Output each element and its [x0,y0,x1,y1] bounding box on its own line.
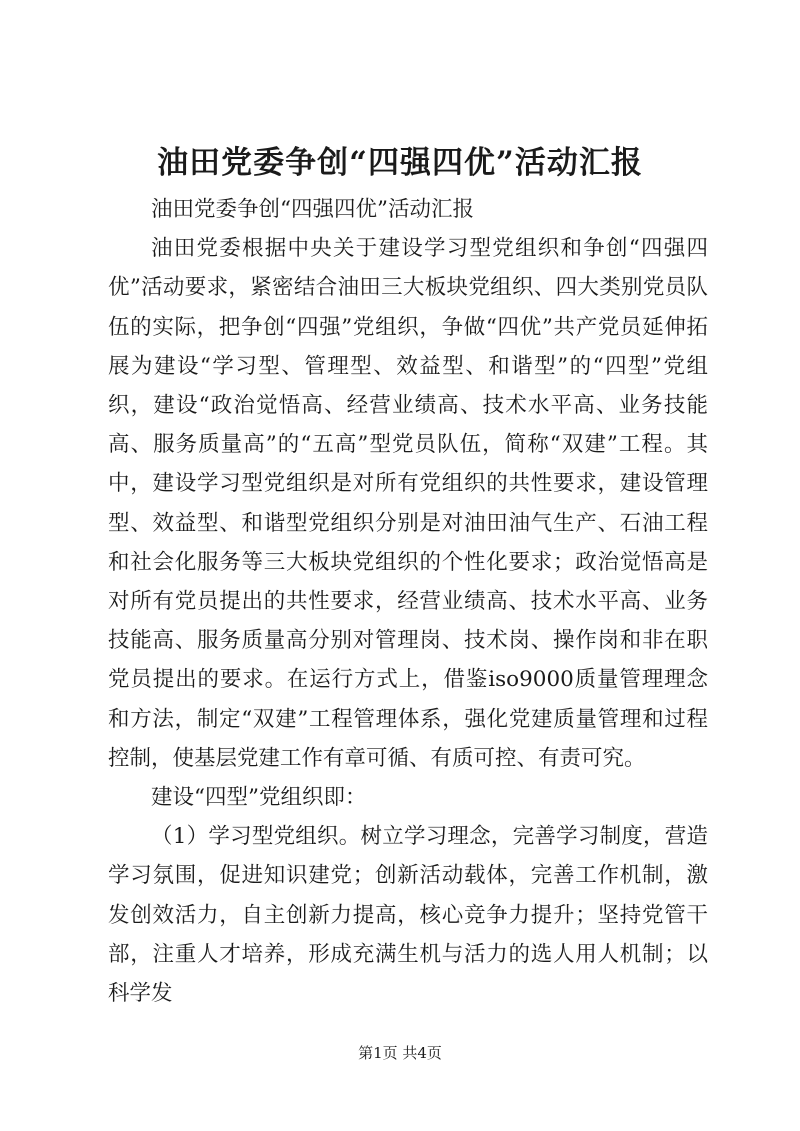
item-1-paragraph: （1）学习型党组织。树立学习理念，完善学习制度，营造学习氛围，促进知识建党；创新活动载体，完善工作机制，激发创效活力，自主创新力提高，核心竞争力提升；坚持党管干部，注重人才培养，形成充满生机与活力的选人用人机制；以科学发 [108,824,708,1007]
section-heading-paragraph: 建设“四型”党组织即： [151,785,367,811]
document-title: 油田党委争创“四强四优”活动汇报 [157,145,643,181]
intro-paragraph: 油田党委根据中央关于建设学习型党组织和争创“四强四优”活动要求，紧密结合油田三大板块党组织、四大类别党员队伍的实际，把争创“四强”党组织，争做“四优”共产党员延伸拓展为建设“学习型、管理型、效益型、和谐型”的“四型”党组织，建设“政治觉悟高、经营业绩高、技术水平高、业务技能高、服务质量高”的“五高”型党员队伍，简称“双建”工程。其中，建设学习型党组织是对所有党组织的共性要求，建设管理型、效益型、和谐型党组织分别是对油田油气生产、石油工程和社会化服务等三大板块党组织的个性化要求；政治觉悟高是对所有党员提出的共性要求，经营业绩高、技术水平高、业务技能高、服务质量高分别对管理岗、技术岗、操作岗和非在职党员提出的要求。在运行方式上，借鉴iso9000质量管理理念和方法，制定“双建”工程管理体系，强化党建质量管理和过程控制，使基层党建工作有章可循、有质可控、有责可究。 [108,236,708,771]
document-body [108,190,708,1013]
subtitle-paragraph: 油田党委争创“四强四优”活动汇报 [151,197,474,222]
page-footer: 第1页 共4页 [358,1044,442,1062]
